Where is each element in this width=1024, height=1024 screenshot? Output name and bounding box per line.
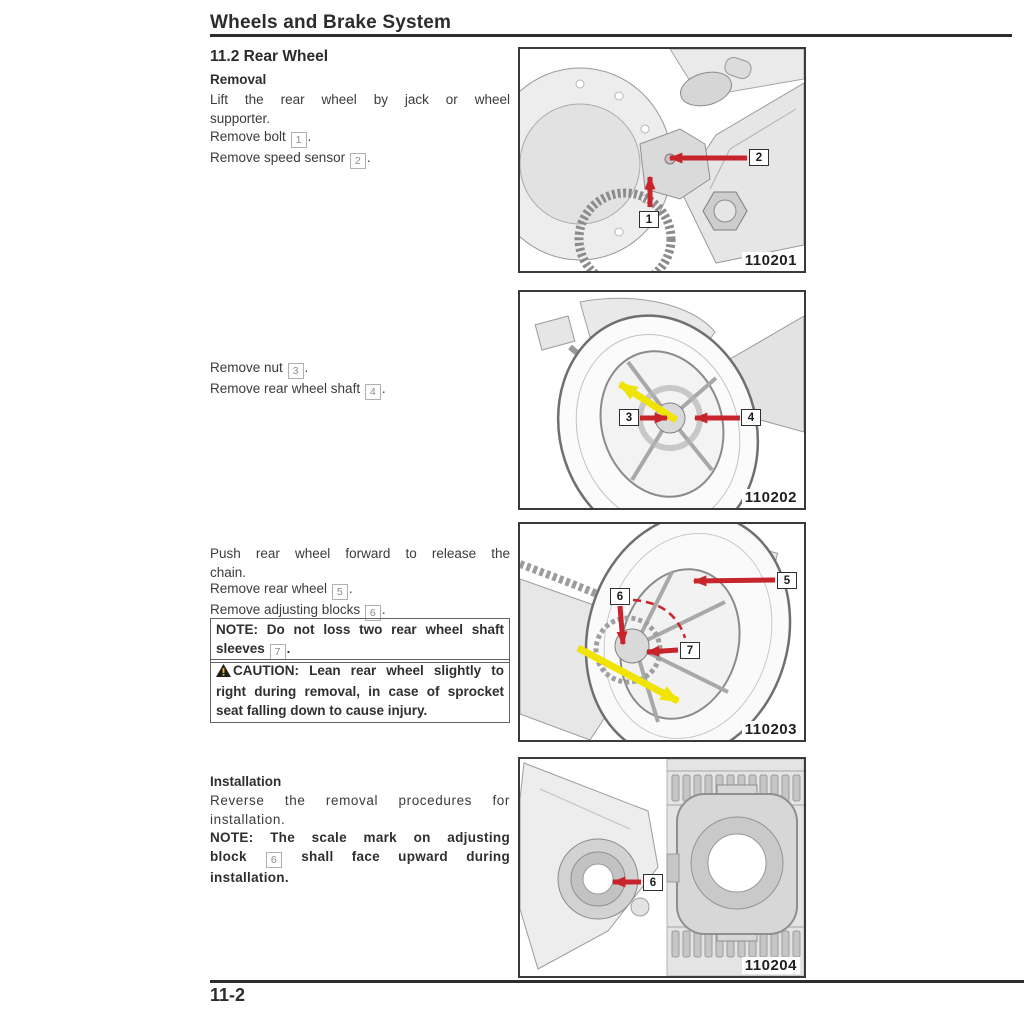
panel-divider — [661, 759, 667, 976]
step-text: Remove speed sensor — [210, 150, 349, 165]
step-text: . — [381, 381, 386, 396]
figure-110202 — [518, 290, 806, 510]
figure-number: 110202 — [742, 489, 800, 506]
step-text: Remove nut — [210, 360, 287, 375]
caution-text: Lean rear wheel slightly to right during removal, in case of sprocket seat falling down to cause injury. — [216, 663, 504, 718]
red-arrow-5 — [694, 580, 775, 581]
caution-box — [210, 659, 510, 723]
footer-page-number: 11-2 — [210, 985, 246, 1005]
figure-110201 — [518, 47, 806, 273]
callout-box-6b: 6 — [643, 874, 663, 891]
note-text: . — [286, 641, 291, 656]
figure-illustration-wheel-removal — [520, 524, 804, 740]
axle-hole — [708, 834, 766, 892]
ref-box: 4 — [365, 384, 381, 400]
figure-number: 110201 — [742, 252, 800, 269]
step-text: . — [366, 150, 371, 165]
step-list-1 — [210, 127, 510, 169]
step-line — [210, 148, 510, 169]
step-text: . — [304, 360, 309, 375]
note-box-1 — [210, 618, 510, 663]
section-title: 11.2 Rear Wheel — [210, 48, 329, 65]
ref-box: 2 — [350, 153, 366, 169]
figure-number: 110204 — [742, 957, 800, 974]
step-line — [210, 127, 510, 148]
ref-box: 1 — [291, 132, 307, 148]
figure-number: 110203 — [742, 721, 800, 738]
step-text: . — [381, 602, 386, 617]
figure-110204 — [518, 757, 806, 978]
page-title: Wheels and Brake System — [210, 12, 452, 33]
note-text: shall face upward during installation. — [210, 849, 511, 885]
callout-box-2: 2 — [749, 149, 769, 166]
step-line — [210, 358, 510, 379]
figure-110203 — [518, 522, 806, 742]
ref-box: 3 — [288, 363, 304, 379]
footer-rule — [210, 980, 1024, 983]
callout-box-7: 7 — [680, 642, 700, 659]
note-text: NOTE: The scale mark on adjusting block — [210, 830, 510, 864]
removal-heading: Removal — [210, 72, 267, 87]
step-text: . — [307, 129, 312, 144]
push-paragraph: Push rear wheel forward to release the chain. — [210, 546, 510, 580]
callout-box-4: 4 — [741, 409, 761, 426]
ref-box: 6 — [266, 852, 282, 868]
note-text: NOTE: Do not loss two rear wheel shaft sleeves — [216, 622, 504, 656]
warning-triangle-icon — [216, 663, 231, 682]
callout-box-3: 3 — [619, 409, 639, 426]
ref-box: 5 — [332, 584, 348, 600]
installation-heading: Installation — [210, 774, 282, 789]
step-line — [210, 579, 510, 600]
axle-hole — [583, 864, 613, 894]
callout-box-1: 1 — [639, 211, 659, 228]
step-text: Remove rear wheel shaft — [210, 381, 364, 396]
caution-label: CAUTION: — [233, 663, 299, 678]
ref-box: 7 — [270, 644, 286, 660]
step-text: Remove bolt — [210, 129, 290, 144]
installation-paragraph: Reverse the removal procedures for installation. — [210, 793, 510, 827]
step-list-2 — [210, 358, 510, 400]
callout-box-5: 5 — [777, 572, 797, 589]
red-arrow-7 — [647, 650, 678, 652]
step-text: . — [348, 581, 353, 596]
plate-bracket — [535, 316, 575, 350]
figure-illustration-rear-wheel — [520, 292, 804, 508]
figure-illustration-adjusting-block — [520, 759, 804, 976]
step-list-3 — [210, 579, 510, 621]
red-arrow-6 — [620, 606, 623, 644]
note-2 — [210, 828, 510, 887]
title-rule — [210, 34, 1012, 37]
intro-paragraph: Lift the rear wheel by jack or wheel supporter. — [210, 92, 510, 126]
step-text: Remove adjusting blocks — [210, 602, 364, 617]
callout-box-6: 6 — [610, 588, 630, 605]
ref-box: 6 — [365, 605, 381, 621]
block-tab — [667, 854, 679, 882]
step-text: Remove rear wheel — [210, 581, 331, 596]
step-line — [210, 379, 510, 400]
